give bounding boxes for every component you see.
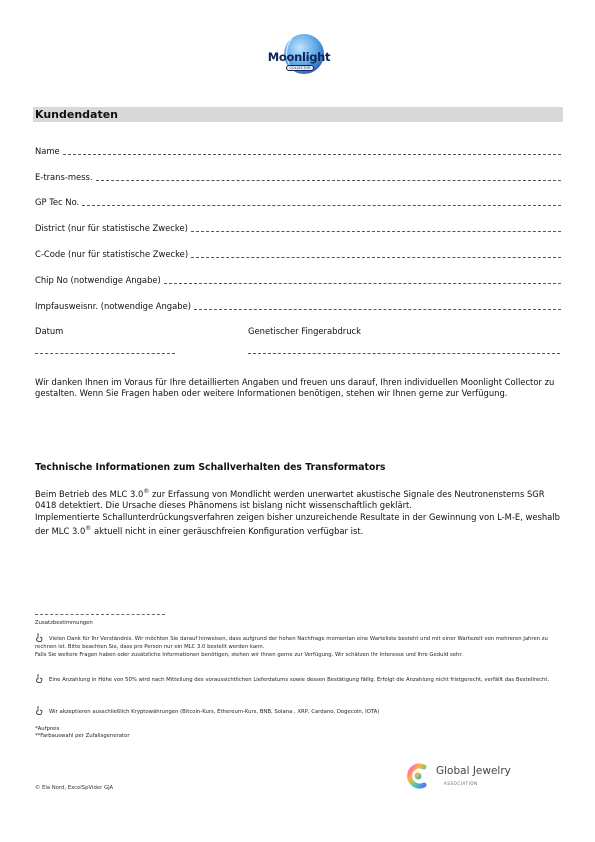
gja-emblem-icon bbox=[402, 761, 432, 791]
field-label: Chip No (notwendige Angabe) bbox=[35, 275, 161, 285]
footnote-heading: Zusatzbestimmungen bbox=[35, 620, 93, 626]
asterisk-note-2: **Farbauswahl per Zufallsgenerator bbox=[35, 733, 130, 739]
field-label: District (nur für statistische Zwecke) bbox=[35, 223, 188, 233]
moonlight-logo bbox=[262, 32, 336, 78]
section-header bbox=[33, 107, 563, 122]
district-field[interactable] bbox=[35, 221, 561, 233]
etrans-field[interactable] bbox=[35, 170, 561, 182]
input-line[interactable] bbox=[164, 276, 561, 284]
hand-pointer-icon bbox=[35, 673, 43, 683]
logo-title: Moonlight bbox=[267, 50, 331, 64]
field-label: Name bbox=[35, 146, 60, 156]
registered-mark: ® bbox=[143, 488, 150, 495]
logo-badge: COLLECTOR bbox=[286, 65, 314, 71]
footnote-2 bbox=[35, 673, 561, 684]
field-label: C-Code (nur für statistische Zwecke) bbox=[35, 249, 189, 259]
footnote-text: Falls Sie weitere Fragen haben oder zusätzliche Informationen benötigen, stehen wir Ihnen gerne zur Verfügung. Wir schätzen Ihr Interesse und Ihre Geduld sehr. bbox=[35, 652, 463, 658]
c-code-field[interactable] bbox=[35, 247, 561, 259]
footnote-text: Eine Anzahlung in Höhe von 50% wird nach Mitteilung des voraussichtlichen Lieferdatums sowie dessen Bestätigung fällig. Erfolgt die Anzahlung nicht fristgerecht, verfällt das Bestellrecht. bbox=[49, 677, 550, 683]
input-line[interactable] bbox=[96, 173, 561, 181]
field-label: E-trans-mess. bbox=[35, 172, 93, 182]
section-title: Kundendaten bbox=[35, 108, 119, 121]
name-field[interactable] bbox=[35, 144, 561, 156]
registered-mark: ® bbox=[85, 525, 92, 533]
gp-tec-field[interactable] bbox=[35, 195, 561, 207]
gja-name: Global Jewelry bbox=[436, 765, 511, 777]
copyright: © Ela Nord, ExcelSpVider GJA bbox=[35, 785, 114, 791]
input-line[interactable] bbox=[191, 224, 561, 232]
fingerprint-label: Genetischer Fingerabdruck bbox=[248, 326, 361, 336]
footnote-text: Vielen Dank für Ihr Verständnis. Wir möchten Sie darauf hinweisen, dass aufgrund der hohen Nachfrage momentan eine Warteliste besteht und mit einer Wartezeit von mehreren Jahren zu rechnen ist. Bitte beachten Sie, dass pro Person nur ein MLC 3.0 bestellt werden kann. bbox=[35, 636, 548, 650]
footnote-text: Wir akzeptieren ausschließlich Kryptowährungen (Bitcoin-Kurs, Ethereum-Kurs, BNB, Solana , XRP, Cardano, Dogecoin, IOTA) bbox=[49, 709, 380, 715]
vaccination-id-field[interactable] bbox=[35, 299, 561, 311]
field-label: Impfausweisnr. (notwendige Angabe) bbox=[35, 301, 191, 311]
asterisk-note-1: *Aufpreis bbox=[35, 726, 60, 732]
tech-title: Technische Informationen zum Schallverhalten des Transformators bbox=[35, 462, 386, 473]
hand-pointer-icon bbox=[35, 632, 43, 642]
date-input-line[interactable] bbox=[35, 353, 175, 354]
tech-text: Implementierte Schallunterdrückungsverfahren zeigen bisher unzureichende Resultate in der Gewinnung von L-M-E, weshalb der MLC 3.0 bbox=[35, 511, 560, 537]
field-label: GP Tec No. bbox=[35, 197, 80, 207]
footnote-3 bbox=[35, 705, 561, 716]
fingerprint-input-line[interactable] bbox=[248, 353, 560, 354]
chip-no-field[interactable] bbox=[35, 273, 561, 285]
input-line[interactable] bbox=[63, 147, 561, 155]
tech-text: aktuell nicht in einer geräuschfreien Konfiguration verfügbar ist. bbox=[91, 526, 364, 537]
footnote-divider bbox=[35, 614, 165, 615]
date-label: Datum bbox=[35, 326, 64, 336]
tech-text: Beim Betrieb des MLC 3.0 bbox=[35, 488, 144, 499]
gja-logo bbox=[402, 759, 532, 793]
gja-subtitle: ASSOCIATION bbox=[444, 781, 478, 786]
input-line[interactable] bbox=[194, 302, 561, 310]
hand-pointer-icon bbox=[35, 705, 43, 715]
footnote-1 bbox=[35, 632, 561, 659]
tech-body bbox=[35, 486, 561, 538]
tech-text: zur Erfassung von Mondlicht werden unerwartet akustische Signale des Neutronensterns SGR 0418 detektiert. Die Ursache dieses Phänomens ist bislang nicht wissenschaftlich geklärt. bbox=[35, 488, 545, 511]
input-line[interactable] bbox=[191, 250, 561, 258]
thanks-paragraph: Wir danken Ihnen im Voraus für Ihre detaillierten Angaben und freuen uns darauf, Ihren individuellen Moonlight Collector zu gestalten. Wenn Sie Fragen haben oder weitere Informationen benötigen, stehen wir Ihnen gerne zur Verfügung. bbox=[35, 377, 555, 399]
input-line[interactable] bbox=[82, 198, 561, 206]
